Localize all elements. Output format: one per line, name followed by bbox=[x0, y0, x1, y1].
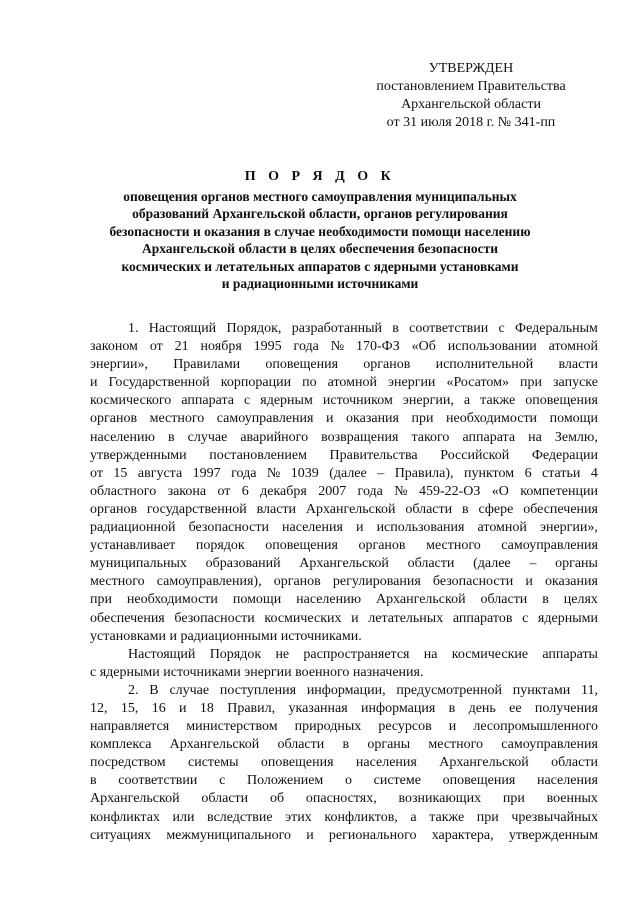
body-line: 12, 15, 16 и 18 Правил, указанная информация в день ее получения bbox=[90, 700, 598, 716]
title-line: космических и летательных аппаратов с ядерными установками bbox=[121, 258, 519, 274]
body-line: посредством системы оповещения населения Архангельской области bbox=[90, 755, 598, 771]
body-line: областного закона от 6 декабря 2007 года № 459-22-ОЗ «О компетенции bbox=[90, 483, 598, 499]
approval-stamp bbox=[352, 60, 590, 132]
approval-line: Архангельской области bbox=[401, 97, 541, 112]
document-title bbox=[86, 168, 554, 293]
body-line: при необходимости помощи населению Архангельской области в целях bbox=[90, 592, 598, 608]
body-line: Настоящий Порядок не распространяется на космические аппараты bbox=[128, 646, 598, 662]
approval-line: УТВЕРЖДЕН bbox=[428, 61, 514, 76]
body-line: ситуациях межмуниципального и регионального характера, утвержденным bbox=[90, 827, 598, 843]
body-line: 1. Настоящий Порядок, разработанный в соответствии с Федеральным bbox=[128, 321, 598, 336]
body-line: органов местного самоуправления и оказания при необходимости помощи bbox=[90, 411, 598, 427]
body-line: космического аппарата с ядерным источником энергии, а также оповещения bbox=[90, 393, 598, 409]
approval-line: от 31 июля 2018 г. № 341-пп bbox=[386, 115, 556, 130]
body-line: обеспечения безопасности космических и летательных аппаратов с ядерными bbox=[90, 610, 598, 626]
body-line: в соответствии с Положением о системе оповещения населения bbox=[90, 773, 598, 789]
body-line: муниципальных образований Архангельской области (далее – органы bbox=[90, 556, 598, 572]
body-line: радиационной безопасности населения и использования атомной энергии», bbox=[90, 520, 598, 536]
title-line: и радиационными источниками bbox=[221, 276, 419, 291]
body-line: утвержденными постановлением Правительства Российской Федерации bbox=[90, 447, 598, 463]
body-line: Архангельской области об опасностях, возникающих при военных bbox=[90, 791, 598, 807]
title-line: оповещения органов местного самоуправления муниципальных bbox=[123, 188, 517, 204]
body-line: населению в случае аварийного возвращения такого аппарата на Землю, bbox=[90, 429, 598, 445]
title-line: безопасности и оказания в случае необходимости помощи населению bbox=[109, 223, 531, 239]
document-body bbox=[90, 320, 598, 845]
body-line: местного самоуправления), органов регулирования безопасности и оказания bbox=[90, 574, 598, 590]
approval-line: постановлением Правительства bbox=[376, 79, 566, 94]
body-line: комплекса Архангельской области в органы местного самоуправления bbox=[90, 737, 598, 753]
body-line: направляется министерством природных ресурсов и лесопромышленного bbox=[90, 719, 598, 735]
body-line: законом от 21 ноября 1995 года № 170-ФЗ «Об использовании атомной bbox=[90, 339, 598, 355]
title-line: образований Архангельской области, органов регулирования bbox=[132, 206, 508, 221]
body-line: устанавливает порядок оповещения органов местного самоуправления bbox=[90, 538, 598, 554]
title-line: Архангельской области в целях обеспечения безопасности bbox=[141, 241, 499, 256]
body-line: установками и радиационными источниками. bbox=[90, 628, 362, 644]
body-line: энергии», Правилами оповещения органов исполнительной власти bbox=[90, 357, 598, 373]
title-heading: П О Р Я Д О К bbox=[244, 169, 396, 184]
body-line: конфликтах или вследствие этих конфликтов, а также при чрезвычайных bbox=[90, 809, 598, 825]
body-line: 2. В случае поступления информации, предусмотренной пунктами 11, bbox=[128, 682, 598, 698]
body-line: органов государственной власти Архангельской области в сфере обеспечения bbox=[90, 501, 598, 517]
body-line: с ядерными источниками энергии военного назначения. bbox=[90, 664, 424, 680]
body-line: и Государственной корпорации по атомной энергии «Росатом» при запуске bbox=[90, 375, 598, 391]
body-line: от 15 августа 1997 года № 1039 (далее – Правила), пунктом 6 статьи 4 bbox=[90, 465, 598, 481]
